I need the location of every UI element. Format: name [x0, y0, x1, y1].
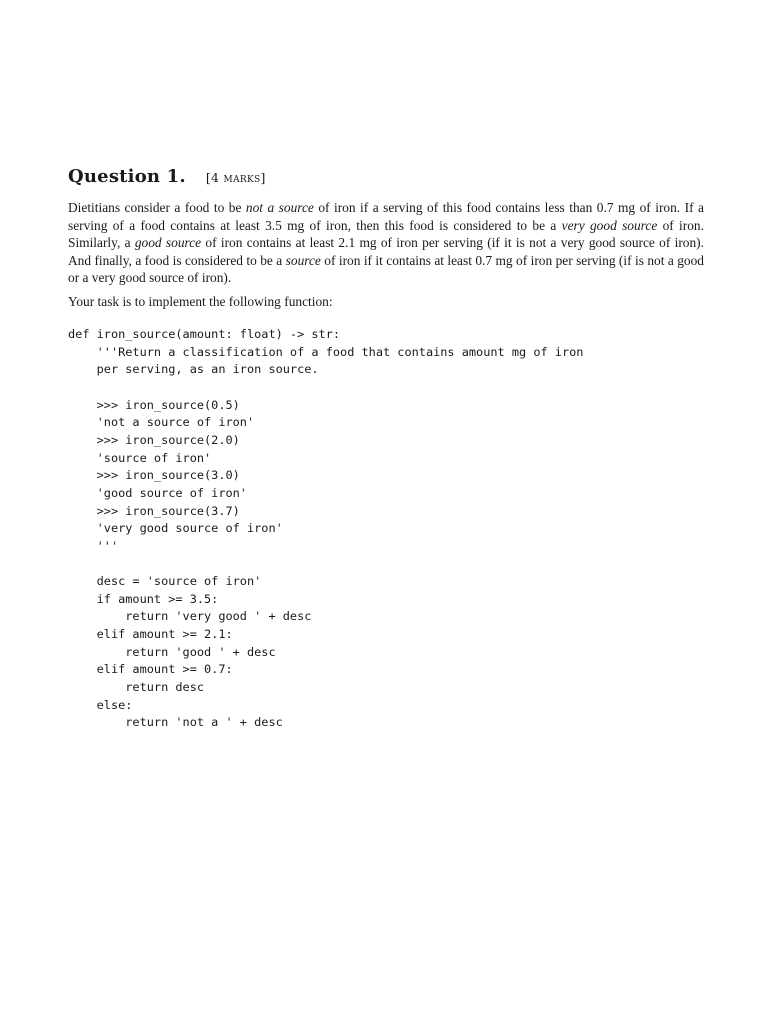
intro-paragraph	[68, 199, 704, 287]
code-line: >>> iron_source(2.0)	[68, 432, 240, 447]
code-line: '''Return a classification of a food that contains amount mg of iron	[68, 344, 584, 359]
code-line: 'not a source of iron'	[68, 415, 255, 430]
intro-text-4: of iron contains at least 2.1 mg of iron per serving (if it is not a very good source of iron). And finally, a food is considered to be a	[68, 235, 704, 268]
code-line: return 'not a ' + desc	[68, 715, 283, 730]
intro-text-1: Dietitians consider a food to be	[68, 200, 246, 215]
term-good-source: good source	[134, 235, 202, 250]
code-line: '''	[68, 538, 119, 553]
term-very-good-source: very good source	[561, 217, 658, 233]
intro-text-2: of iron if a serving of this food contains less than 0.7 mg of iron. If a serving of a food contains at least 3.5 mg of iron, then this food is considered to be a	[68, 200, 704, 233]
code-line: else:	[68, 697, 133, 712]
code-line: >>> iron_source(3.0)	[68, 468, 240, 483]
question-marks: [4 marks]	[205, 170, 266, 185]
document-page	[68, 166, 704, 732]
code-line: >>> iron_source(3.7)	[68, 503, 240, 518]
intro-text-5: of iron if it contains at least 0.7 mg of iron per serving (if is not a good or a very good source of iron).	[68, 252, 704, 285]
code-line: return desc	[68, 680, 205, 695]
term-not-a-source: not a source	[245, 200, 314, 215]
code-line: 'very good source of iron'	[68, 521, 283, 536]
code-line: 'good source of iron'	[68, 485, 247, 500]
question-header	[68, 166, 704, 187]
code-line: per serving, as an iron source.	[68, 362, 319, 377]
code-line: elif amount >= 2.1:	[68, 627, 233, 642]
code-line	[68, 556, 704, 574]
code-line: def iron_source(amount: float) -> str:	[68, 327, 341, 341]
code-block	[68, 326, 704, 732]
code-line: elif amount >= 0.7:	[68, 662, 233, 677]
code-line: return 'good ' + desc	[68, 644, 276, 659]
code-line: 'source of iron'	[68, 450, 212, 465]
task-instruction: Your task is to implement the following function:	[68, 293, 333, 309]
code-line: return 'very good ' + desc	[68, 609, 312, 624]
code-line: >>> iron_source(0.5)	[68, 397, 240, 412]
code-line: if amount >= 3.5:	[68, 591, 219, 606]
code-line: desc = 'source of iron'	[68, 574, 262, 589]
question-title: Question 1.	[68, 166, 186, 187]
code-line	[68, 379, 704, 397]
intro-text-3: of iron. Similarly, a	[68, 217, 704, 250]
term-source: source	[285, 252, 321, 268]
